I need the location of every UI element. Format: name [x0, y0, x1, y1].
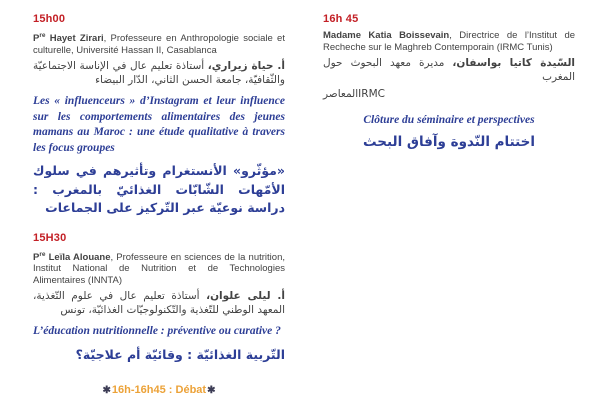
session-1-speaker-bio-ar: [33, 60, 285, 87]
speaker-name: Leïla Alouane: [45, 251, 111, 263]
session-2-talk-title-ar: التّربية الغذائيّة : وقائيّة أم علاجيّة؟: [75, 346, 285, 362]
session-1: [33, 13, 285, 218]
session-3-closing: [323, 13, 575, 150]
speaker-name-ar: أ. حياة زيراري،: [207, 60, 286, 73]
session-1-time: 15h00: [33, 13, 66, 25]
speaker-title-abbr: P: [33, 33, 40, 45]
speaker-affiliation: , Professeure en sciences de la nutrition, Institut National de Nutrition et de Technologies Alimentaires (INNTA): [33, 251, 285, 286]
speaker-affiliation-ar: مديرة معهد البحوث حول المغرب: [323, 57, 575, 83]
closing-title-ar: اختتام النّدوة وآفاق البحث: [362, 133, 536, 150]
session-2: [33, 232, 285, 365]
session-2-speaker-bio-fr: [33, 249, 285, 287]
speaker-affiliation-ar: أستاذة تعليم عال في علوم التّغذية، المعهد الوطني للتّغذية والتّكنولوجيّات الغذائيّة، تونس: [33, 290, 285, 316]
debate-slot-line: [33, 384, 285, 396]
speaker-name: Madame Katia Boissevain: [323, 30, 450, 41]
session-3-speaker-bio-ar-line2: [323, 88, 575, 102]
speaker-title-abbr: P: [33, 251, 40, 263]
session-1-talk-title-ar: «مؤثّرو» الأنستغرام وتأثيرهم في سلوك الأمّهات الشّابّات الغذائيّ بالمغرب : دراسة نوعيّة عبر التّركيز على الجماعات: [33, 163, 285, 216]
session-3-speaker-bio-ar: [323, 57, 575, 84]
speaker-title-sup: re: [39, 32, 46, 39]
institute-acronym: IRMC: [358, 88, 385, 100]
speaker-affiliation-ar-cont: المعاصر: [323, 88, 359, 100]
asterisk-icon: ✱: [102, 385, 111, 397]
speaker-name-ar: أ. ليلى علوان،: [206, 290, 285, 303]
session-2-speaker-bio-ar: [33, 290, 285, 317]
session-1-speaker-bio-fr: [33, 30, 285, 56]
speaker-affiliation-ar: أستاذة تعليم عال في الإناسة الاجتماعيّة والثّقافيّة، جامعة الحسن الثاني، الدّار البيضاء: [33, 60, 285, 86]
speaker-name: Hayet Zirari: [45, 33, 104, 45]
right-column: [323, 0, 575, 150]
speaker-name-ar: السّيدة كاتيا بواسفان،: [452, 57, 575, 69]
session-3-speaker-bio-fr: [323, 30, 575, 53]
left-column: [33, 0, 285, 396]
session-1-talk-title-fr: Les « influenceurs » d’Instagram et leur influence sur les comportements alimentaires des jeunes mamans au Maroc : une étude qualitative à travers les focus groupes: [33, 95, 285, 154]
speaker-title-sup: re: [39, 250, 46, 258]
session-3-time: 16h 45: [323, 13, 359, 25]
session-2-talk-title-fr: L’éducation nutritionnelle : préventive ou curative ?: [33, 325, 281, 338]
speaker-affiliation: , Professeure en Anthropologie sociale et culturelle, Université Hassan II, Casablanca: [33, 33, 285, 56]
speaker-affiliation: , Directrice de l’Institut de Recheche sur le Maghreb Contemporain (IRMC Tunis): [323, 30, 576, 53]
debate-slot-text: 16h-16h45 : Débat: [111, 384, 207, 397]
asterisk-icon: ✱: [207, 385, 216, 397]
session-2-time: 15H30: [33, 231, 67, 244]
closing-title-fr: Clôture du séminaire et perspectives: [363, 113, 535, 126]
